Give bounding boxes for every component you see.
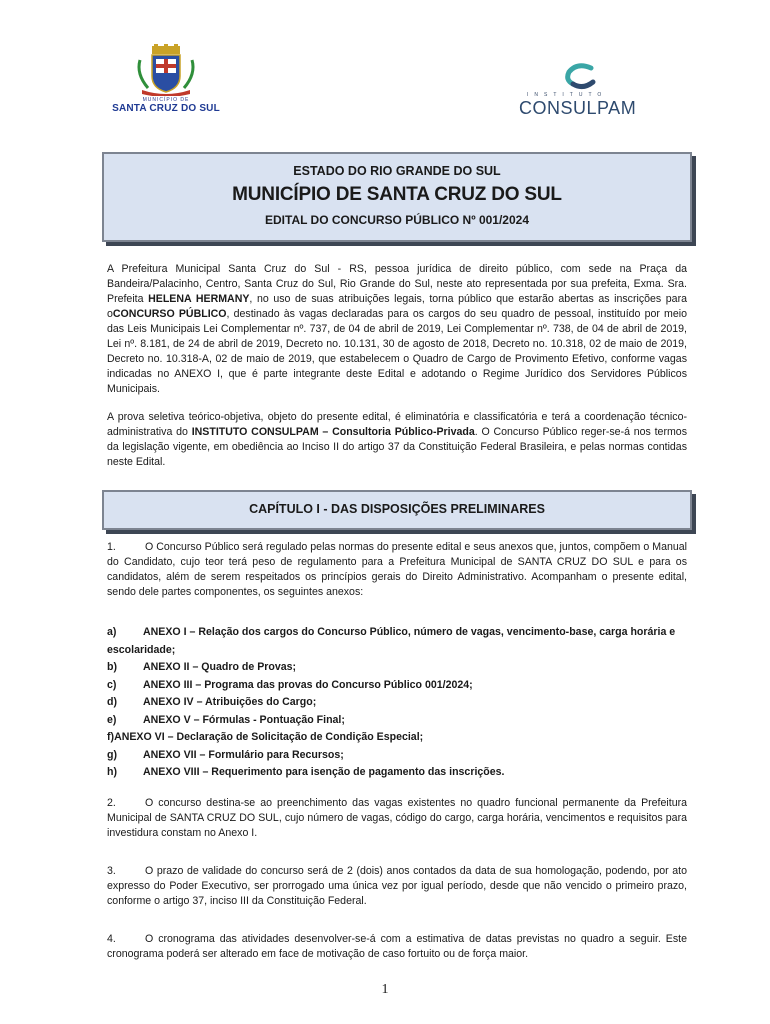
concurso-publico-bold: CONCURSO PÚBLICO xyxy=(112,308,227,320)
consulpam-logo xyxy=(515,62,655,122)
chapter-heading-box xyxy=(102,490,692,530)
intro-p1-part-a: A Prefeitura Municipal Santa Cruz do Sul - RS, pessoa jurídica de direito público, com sede na Praça da Bandeira/Palacinho, Centro, Santa Cruz do Sul, Rio Grande do Sul, neste ato representada por sua prefeita, Exma. Sra. Prefeita xyxy=(107,263,687,305)
annex-item xyxy=(107,764,687,782)
annex-text: ANEXO VII – Formulário para Recursos; xyxy=(143,748,344,761)
intro-p1-part-c: , destinado às vagas declaradas para os cargos do seu quadro de pessoal, instituído por meio das Leis Municipais Lei Complementar nº. 737, de 04 de abril de 2019, Lei Complementar nº. 738, de 04 de abril de 2019, Lei nº. 8.181, de 24 de abril de 2019, Decreto no. 10.131, 30 de agosto de 2018, Decreto no. 10.318, 02 de maio de 2019, Decreto no. 10.318-A, 02 de maio de 2019, que estabelecem o Quadro de Cargo de Provimento Efetivo, conforme vagas indicadas no ANEXO I, que é parte integrante deste Edital e adotando o Regime Jurídico dos Servidores Públicos Municipais. xyxy=(107,308,687,395)
item-4-text: O cronograma das atividades desenvolver-se-á com a estimativa de datas previstas no quadro a seguir. Este cronograma poderá ser alterado em face de motivação de caso fortuito ou de força maior. xyxy=(107,933,687,960)
annex-letter: f) xyxy=(107,731,115,743)
item-1 xyxy=(107,540,687,600)
annex-text: ANEXO I – Relação dos cargos do Concurso Público, número de vagas, vencimento-base, carga horária e escolaridade; xyxy=(107,626,676,656)
intro-p1-part-b: , no uso de suas atribuições legais, torna público que estarão abertas as inscrições para o xyxy=(107,293,687,320)
mayor-name: HELENA HERMANY xyxy=(148,293,250,305)
annex-text: ANEXO VIII – Requerimento para isenção de pagamento das inscrições. xyxy=(143,766,505,778)
item-3 xyxy=(107,864,687,909)
logo-city-text: SANTA CRUZ DO SUL xyxy=(112,103,220,114)
item-2-text: O concurso destina-se ao preenchimento das vagas existentes no quadro funcional permanente da Prefeitura Municipal de SANTA CRUZ DO SUL, cujo número de vagas, código do cargo, carga horária, vencimentos e requisitos para investidura constam no Anexo I. xyxy=(107,797,687,839)
page-number: 1 xyxy=(381,982,389,997)
annex-item xyxy=(107,624,687,659)
logo-instituto-text: INSTITUTO xyxy=(527,92,608,98)
item-3-text: O prazo de validade do concurso será de 2 (dois) anos contados da data de sua homologação, podendo, por ato expresso do Poder Executivo, ser prorrogado uma única vez por igual período, desde que não vencido o primeiro prazo, conforme o artigo 37, inciso III da Constituição Federal. xyxy=(107,865,687,907)
intro-p2-part-b: . O Concurso Público reger-se-á nos termos da legislação vigente, em obediência ao Inciso II do artigo 37 da Constituição Federal Brasileira, e pelas normas contidas neste Edital. xyxy=(107,426,687,468)
state-heading: ESTADO DO RIO GRANDE DO SUL xyxy=(293,164,501,178)
item-2 xyxy=(107,796,687,841)
annex-text: ANEXO IV – Atribuições do Cargo; xyxy=(143,696,317,708)
item-1-text: O Concurso Público será regulado pelas normas do presente edital e seus anexos que, juntos, compõem o Manual do Candidato, cujo teor terá peso de regulamento para a Prefeitura Municipal de SANTA CRUZ DO SUL e para os candidatos, além de serem respeitados os princípios gerais do Direito Administrativo. Acompanham o presente edital, sendo dele partes componentes, os seguintes anexos: xyxy=(107,541,687,598)
item-2-number: 2. xyxy=(107,797,116,809)
item-1-number: 1. xyxy=(107,541,116,553)
annex-item xyxy=(107,712,687,730)
annex-letter: c) xyxy=(107,678,117,691)
intro-p2-part-a: A prova seletiva teórico-objetiva, objeto do presente edital, é eliminatória e classificatória e terá a coordenação técnico-administrativa do xyxy=(107,411,687,438)
item-3-number: 3. xyxy=(107,865,116,877)
edital-heading: EDITAL DO CONCURSO PÚBLICO Nº 001/2024 xyxy=(265,213,529,227)
annex-list xyxy=(107,624,687,782)
consulpam-mark-icon xyxy=(563,62,597,90)
annex-item xyxy=(107,694,687,712)
annex-letter: d) xyxy=(107,696,117,708)
annex-item xyxy=(107,677,687,695)
annex-item xyxy=(107,747,687,765)
logo-small-text: MUNICÍPIO DE xyxy=(142,97,190,103)
institute-name: INSTITUTO CONSULPAM – Consultoria Público-Privada xyxy=(191,426,475,438)
annex-item xyxy=(107,729,687,747)
item-4-number: 4. xyxy=(107,933,116,945)
coat-of-arms-icon xyxy=(134,44,198,96)
item-4 xyxy=(107,932,687,962)
annex-letter: e) xyxy=(107,713,117,726)
intro-paragraph-2 xyxy=(107,410,687,470)
annex-text: ANEXO II – Quadro de Provas; xyxy=(143,661,297,673)
municipality-heading: MUNICÍPIO DE SANTA CRUZ DO SUL xyxy=(232,184,562,205)
municipality-logo xyxy=(110,44,222,120)
annex-text: ANEXO VI – Declaração de Solicitação de Condição Especial; xyxy=(114,731,424,743)
annex-letter: a) xyxy=(107,626,117,638)
annex-letter: g) xyxy=(107,748,117,761)
annex-letter: h) xyxy=(107,766,117,778)
annex-item xyxy=(107,659,687,677)
annex-letter: b) xyxy=(107,661,117,673)
logo-brand-text: CONSULPAM xyxy=(519,98,637,118)
annex-text: ANEXO V – Fórmulas - Pontuação Final; xyxy=(143,713,345,726)
chapter-title: CAPÍTULO I - DAS DISPOSIÇÕES PRELIMINARES xyxy=(249,502,545,516)
title-box xyxy=(102,152,692,242)
intro-paragraph-1 xyxy=(107,262,687,397)
annex-text: ANEXO III – Programa das provas do Concurso Público 001/2024; xyxy=(143,678,473,691)
